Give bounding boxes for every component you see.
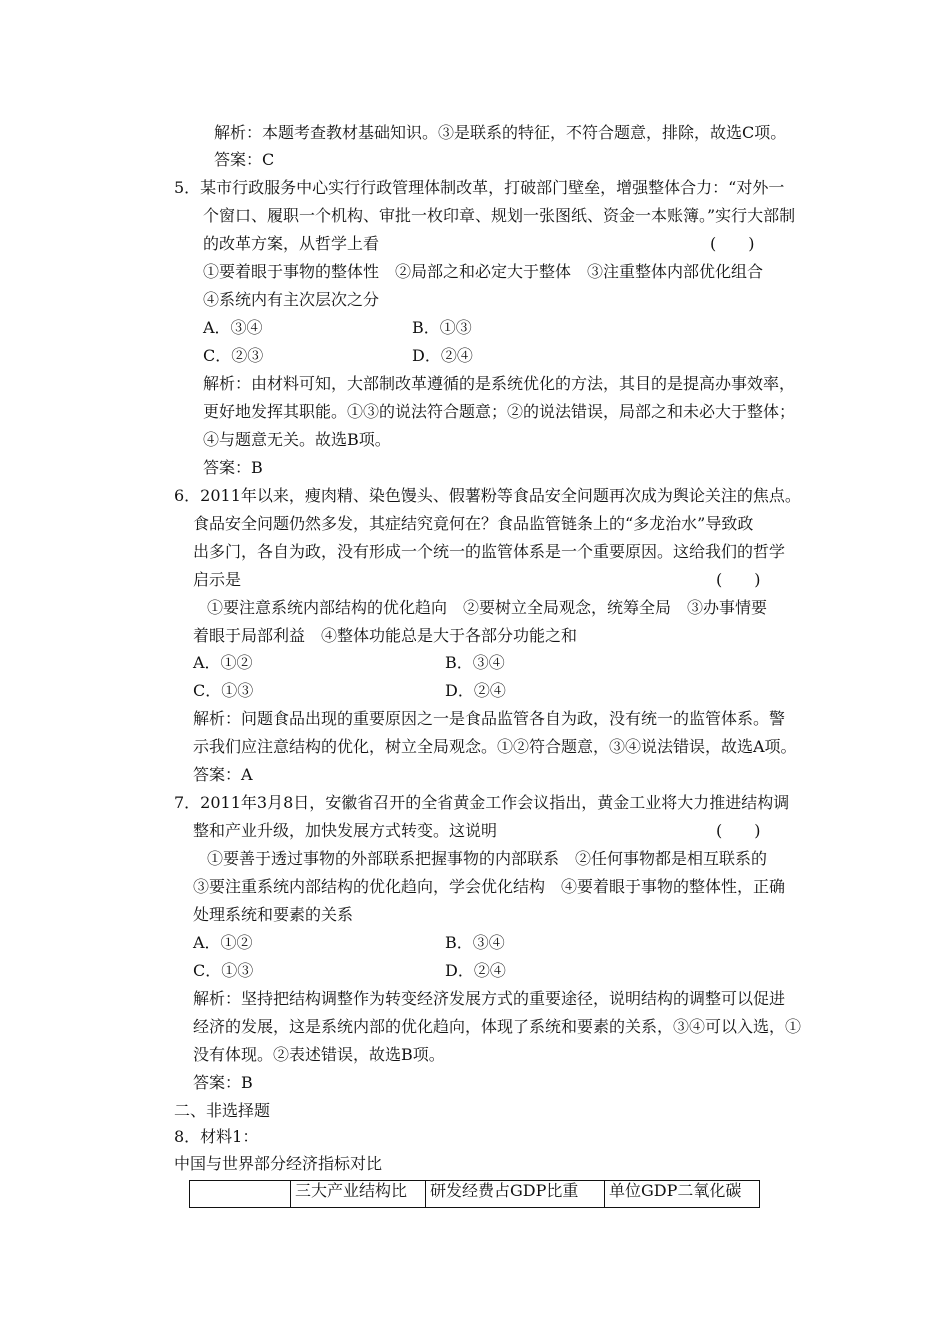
q5-analysis-line-2: 更好地发挥其职能。①③的说法符合题意；②的说法错误，局部之和未必大于整体； — [203, 402, 796, 421]
table-header-co2: 单位GDP二氧化碳 — [605, 1181, 760, 1208]
q5-answer-paren: ( ) — [710, 234, 755, 253]
q5-statement-line-1: ①要着眼于事物的整体性 ②局部之和必定大于整体 ③注重整体内部优化组合 — [203, 262, 764, 281]
section-heading: 二、非选择题 — [174, 1101, 271, 1120]
q6-statement-line-2: 着眼于局部利益 ④整体功能总是大于各部分功能之和 — [193, 626, 578, 645]
q7-stem-line-2: 整和产业升级，加快发展方式转变。这说明 — [193, 821, 498, 840]
q7-option-b: B．③④ — [445, 933, 505, 952]
q6-stem-line-3: 出多门，各自为政，没有形成一个统一的监管体系是一个重要原因。这给我们的哲学 — [193, 542, 786, 561]
q7-answer-paren: ( ) — [716, 821, 761, 840]
q6-stem-line-1: 6．2011年以来，瘦肉精、染色馒头、假薯粉等食品安全问题再次成为舆论关注的焦点。 — [174, 486, 801, 505]
table-header-rd-ratio: 研发经费占GDP比重 — [426, 1181, 605, 1208]
q6-option-b: B．③④ — [445, 653, 505, 672]
q7-stem-line-1: 7．2011年3月8日，安徽省召开的全省黄金工作会议指出，黄金工业将大力推进结构调 — [174, 793, 790, 812]
q5-stem-line-2: 个窗口、履职一个机构、审批一枚印章、规划一张图纸、资金一本账簿。”实行大部制 — [203, 206, 796, 225]
q7-statement-line-1: ①要善于透过事物的外部联系把握事物的内部联系 ②任何事物都是相互联系的 — [207, 849, 768, 868]
q7-analysis-line-3: 没有体现。②表述错误，故选B项。 — [193, 1045, 445, 1064]
q6-stem-line-4: 启示是 — [193, 570, 242, 589]
q5-statement-line-2: ④系统内有主次层次之分 — [203, 290, 380, 309]
q5-stem-line-3: 的改革方案，从哲学上看 — [203, 234, 380, 253]
table-header-industry-ratio: 三大产业结构比 — [291, 1181, 426, 1208]
q7-option-c: C．①③ — [193, 961, 254, 980]
q5-option-b: B．①③ — [412, 318, 472, 337]
q6-answer-paren: ( ) — [716, 570, 761, 589]
q8-label: 8．材料1： — [174, 1127, 259, 1146]
q4-analysis: 解析：本题考查教材基础知识。③是联系的特征，不符合题意，排除，故选C项。 — [214, 123, 787, 142]
q4-answer: 答案：C — [214, 150, 275, 169]
q5-option-d: D．②④ — [412, 346, 473, 365]
table-title: 中国与世界部分经济指标对比 — [174, 1154, 383, 1173]
q6-answer: 答案：A — [193, 765, 253, 784]
q5-option-c: C．②③ — [203, 346, 264, 365]
q7-statement-line-2: ③要注重系统内部结构的优化趋向，学会优化结构 ④要着眼于事物的整体性，正确 — [193, 877, 786, 896]
indicator-table — [189, 1180, 760, 1208]
q7-answer: 答案：B — [193, 1073, 253, 1092]
q7-analysis-line-2: 经济的发展，这是系统内部的优化趋向，体现了系统和要素的关系，③④可以入选，① — [193, 1017, 802, 1036]
q6-analysis-line-2: 示我们应注意结构的优化，树立全局观念。①②符合题意，③④说法错误，故选A项。 — [193, 737, 797, 756]
q7-option-a: A．①② — [193, 933, 253, 952]
q7-option-d: D．②④ — [445, 961, 506, 980]
q5-option-a: A．③④ — [203, 318, 263, 337]
q6-stem-line-2: 食品安全问题仍然多发，其症结究竟何在？食品监管链条上的“多龙治水”导致政 — [193, 514, 754, 533]
q5-stem-line-1: 5．某市行政服务中心实行行政管理体制改革，打破部门壁垒，增强整体合力：“对外一 — [174, 178, 785, 197]
q5-analysis-line-1: 解析：由材料可知，大部制改革遵循的是系统优化的方法，其目的是提高办事效率， — [203, 374, 796, 393]
q6-option-d: D．②④ — [445, 681, 506, 700]
q6-option-c: C．①③ — [193, 681, 254, 700]
q7-analysis-line-1: 解析：坚持把结构调整作为转变经济发展方式的重要途径，说明结构的调整可以促进 — [193, 989, 786, 1008]
q7-statement-line-3: 处理系统和要素的关系 — [193, 905, 354, 924]
q5-answer: 答案：B — [203, 458, 263, 477]
q6-analysis-line-1: 解析：问题食品出现的重要原因之一是食品监管各自为政，没有统一的监管体系。警 — [193, 709, 786, 728]
q5-analysis-line-3: ④与题意无关。故选B项。 — [203, 430, 391, 449]
q6-statement-line-1: ①要注意系统内部结构的优化趋向 ②要树立全局观念，统筹全局 ③办事情要 — [207, 598, 768, 617]
table-header-row — [190, 1181, 760, 1208]
q6-option-a: A．①② — [193, 653, 253, 672]
table-header-cell-empty — [190, 1181, 291, 1208]
